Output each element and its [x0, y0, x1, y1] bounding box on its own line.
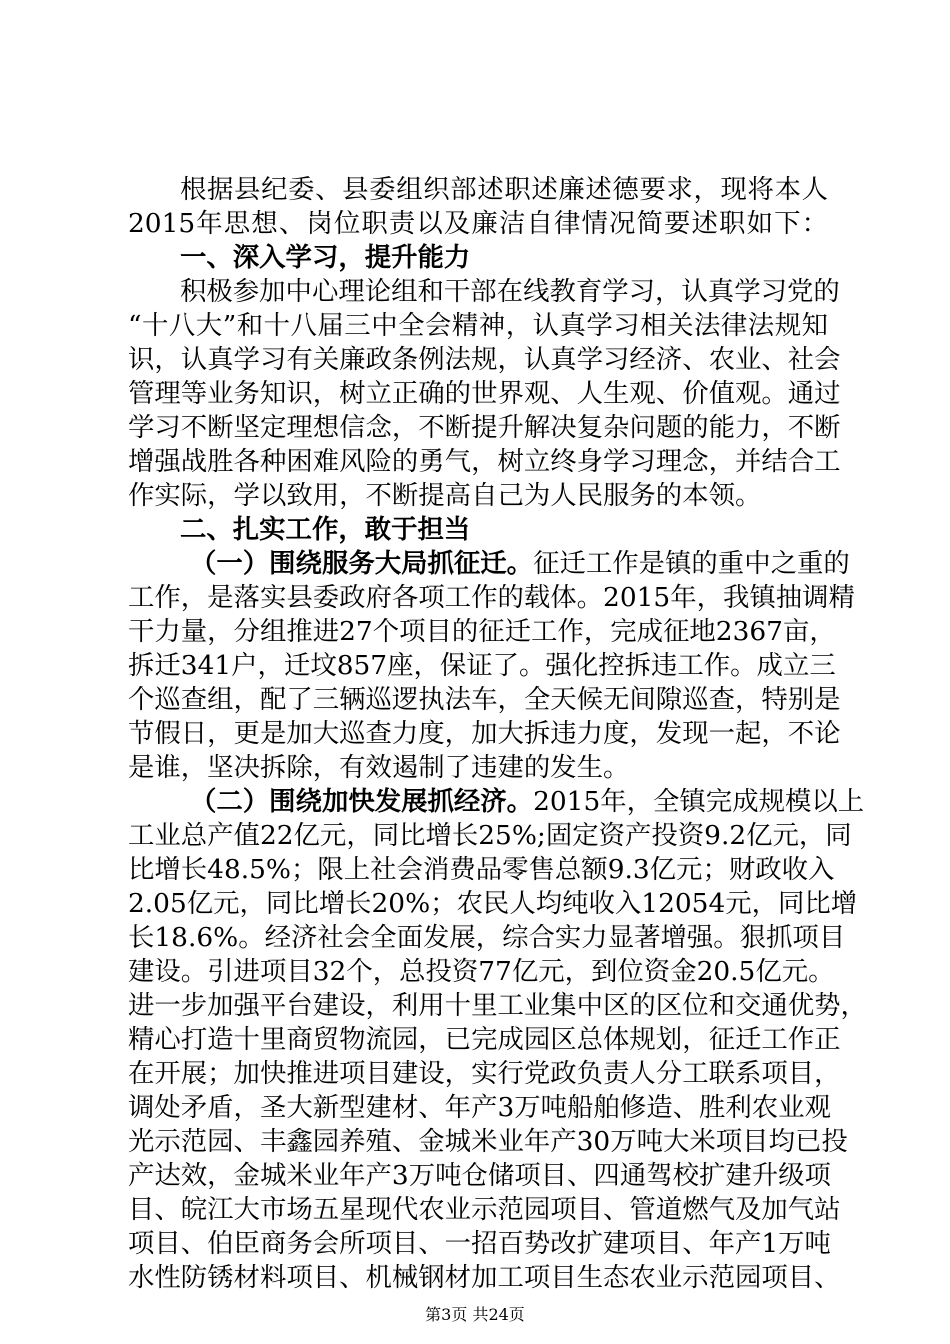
- page-number: 第3页 共24页: [425, 1305, 525, 1324]
- subsection-heading: （二）围绕加快发展抓经济。: [190, 786, 534, 817]
- body-line: 拆迁341户，迁坟857座，保证了。强化控拆违工作。成立三: [128, 650, 836, 681]
- body-line: 作实际，学以致用，不断提高自己为人民服务的本领。: [128, 480, 762, 511]
- body-line: 目、皖江大市场五星现代农业示范园项目、管道燃气及加气站: [128, 1194, 841, 1225]
- subsection-heading: （一）围绕服务大局抓征迁。: [190, 548, 534, 579]
- body-line: 产达效，金城米业年产3万吨仓储项目、四通驾校扩建升级项: [128, 1160, 831, 1191]
- body-text: 2015年，全镇完成规模以上: [533, 786, 865, 817]
- body-line: 项目、伯臣商务会所项目、一招百势改扩建项目、年产1万吨: [128, 1228, 831, 1259]
- subsection-line: [190, 784, 865, 820]
- section-heading: 一、深入学习，提升能力: [180, 242, 471, 273]
- body-line: 根据县纪委、县委组织部述职述廉述德要求，现将本人: [180, 174, 828, 205]
- body-line: 节假日，更是加大巡查力度，加大拆违力度，发现一起，不论: [128, 718, 841, 749]
- body-line: 个巡查组，配了三辆巡逻执法车，全天候无间隙巡查，特别是: [128, 684, 841, 715]
- subsection-line: [190, 546, 850, 582]
- body-line: 增强战胜各种困难风险的勇气，树立终身学习理念，并结合工: [128, 446, 841, 477]
- body-line: 精心打造十里商贸物流园，已完成园区总体规划，征迁工作正: [128, 1024, 841, 1055]
- body-line: 在开展；加快推进项目建设，实行党政负责人分工联系项目，: [128, 1058, 841, 1089]
- body-line: 积极参加中心理论组和干部在线教育学习，认真学习党的: [180, 276, 840, 307]
- body-line: 比增长48.5%；限上社会消费品零售总额9.3亿元；财政收入: [128, 854, 835, 885]
- body-line: 进一步加强平台建设，利用十里工业集中区的区位和交通优势，: [128, 990, 867, 1021]
- body-line: 长18.6%。经济社会全面发展，综合实力显著增强。狠抓项目: [128, 922, 846, 953]
- body-line: 干力量，分组推进27个项目的征迁工作，完成征地2367亩，: [128, 616, 836, 647]
- body-line: 2015年思想、岗位职责以及廉洁自律情况简要述职如下：: [128, 208, 828, 239]
- body-line: 2.05亿元，同比增长20%；农民人均纯收入12054元，同比增: [128, 888, 858, 919]
- body-line: “十八大”和十八届三中全会精神，认真学习相关法律法规知: [128, 310, 828, 341]
- body-line: 建设。引进项目32个，总投资77亿元，到位资金20.5亿元。: [128, 956, 835, 987]
- body-line: 工业总产值22亿元，同比增长25%;固定资产投资9.2亿元，同: [128, 820, 852, 851]
- body-line: 是谁，坚决拆除，有效遏制了违建的发生。: [128, 752, 630, 783]
- body-line: 调处矛盾，圣大新型建材、年产3万吨船舶修造、胜利农业观: [128, 1092, 831, 1123]
- body-text: 征迁工作是镇的重中之重的: [533, 548, 850, 579]
- body-line: 光示范园、丰鑫园养殖、金城米业年产30万吨大米项目均已投: [128, 1126, 848, 1157]
- body-line: 工作，是落实县委政府各项工作的载体。2015年，我镇抽调精: [128, 582, 855, 613]
- body-line: 学习不断坚定理想信念，不断提升解决复杂问题的能力，不断: [128, 412, 841, 443]
- body-line: 管理等业务知识，树立正确的世界观、人生观、价值观。通过: [128, 378, 841, 409]
- section-heading: 二、扎实工作，敢于担当: [180, 514, 471, 545]
- body-line: 水性防锈材料项目、机械钢材加工项目生态农业示范园项目、: [128, 1262, 841, 1293]
- body-line: 识，认真学习有关廉政条例法规，认真学习经济、农业、社会: [128, 344, 841, 375]
